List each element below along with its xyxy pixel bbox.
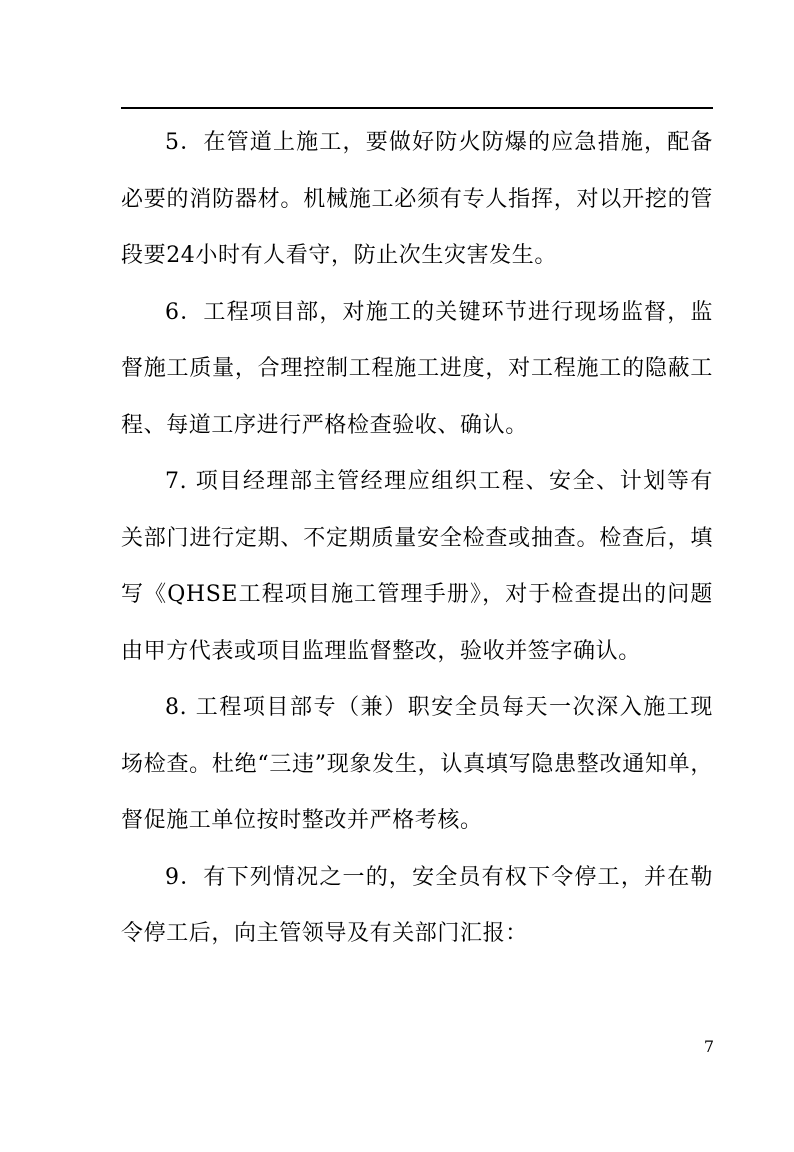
paragraph-item-7: 7. 项目经理部主管经理应组织工程、安全、计划等有关部门进行定期、不定期质量安全检查或抽查。检查后，填写《QHSE工程项目施工管理手册》，对于检查提出的问题由甲方代表或项目监理监督整改，验收并签字确认。	[121, 469, 713, 664]
paragraph-item-8: 8. 工程项目部专（兼）职安全员每天一次深入施工现场检查。杜绝“三违”现象发生，认真填写隐患整改通知单，督促施工单位按时整改并严格考核。	[121, 695, 713, 833]
document-body	[121, 115, 713, 963]
paragraph-item-5: 5．在管道上施工，要做好防火防爆的应急措施，配备必要的消防器材。机械施工必须有专人指挥，对以开挖的管段要24小时有人看守，防止次生灾害发生。	[121, 130, 713, 268]
page-number: 7	[703, 1037, 714, 1056]
header-rule	[121, 107, 713, 109]
paragraph-item-9: 9．有下列情况之一的，安全员有权下令停工，并在勒令停工后，向主管领导及有关部门汇报：	[121, 864, 713, 946]
paragraph-item-6: 6．工程项目部，对施工的关键环节进行现场监督，监督施工质量，合理控制工程施工进度，对工程施工的隐蔽工程、每道工序进行严格检查验收、确认。	[121, 299, 713, 438]
